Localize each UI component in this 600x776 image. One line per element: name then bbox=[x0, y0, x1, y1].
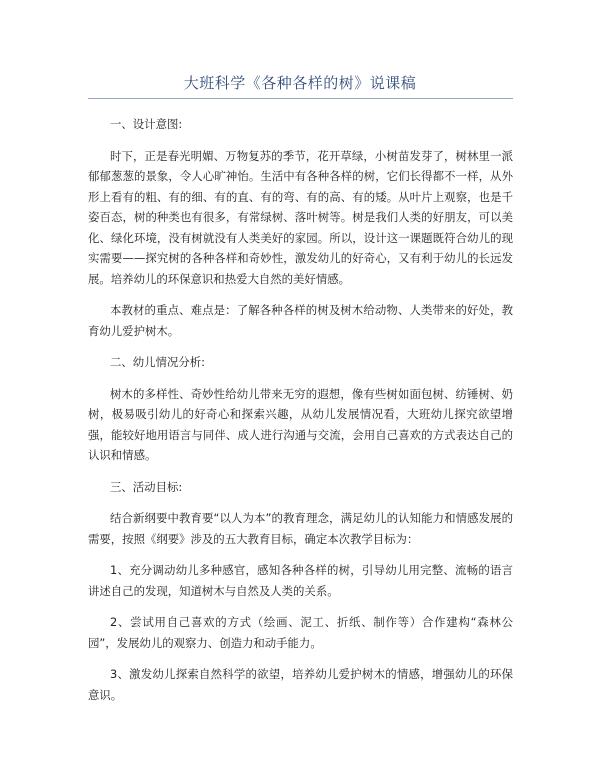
paragraph-goals-intro: 结合新纲要中教育要“以人为本”的教育理念，满足幼儿的认知能力和情感发展的需要，按照《纲要》涉及的五大教育目标，确定本次教学目标为： bbox=[88, 511, 513, 546]
document-title: 大班科学《各种各样的树》说课稿 bbox=[183, 74, 417, 92]
section-heading-activity-goals: 三、活动目标: bbox=[110, 479, 183, 494]
paragraph-goal-3: 3、激发幼儿探索自然科学的欲望，培养幼儿爱护树木的情感，增强幼儿的环保意识。 bbox=[88, 667, 513, 702]
section-heading-design-intent: 一、设计意图: bbox=[110, 117, 183, 131]
document-body bbox=[88, 114, 513, 716]
paragraph-children-analysis: 树木的多样性、奇妙性给幼儿带来无穷的遐想，像有些树如面包树、纺锤树、奶树，极易吸引幼儿的好奇心和探索兴趣，从幼儿发展情况看，大班幼儿探究欲望增强，能较好地用语言与同伴、成人进行沟通与交流，会用自己喜欢的方式表达自己的认识和情感。 bbox=[88, 386, 513, 462]
title-underline bbox=[88, 98, 513, 99]
paragraph-goal-1: 1、充分调动幼儿多种感官，感知各种各样的树，引导幼儿用完整、流畅的语言讲述自己的发现，知道树木与自然及人类的关系。 bbox=[88, 563, 513, 598]
paragraph-design-intent: 时下，正是春光明媚、万物复苏的季节，花开草绿，小树苗发芽了，树林里一派郁郁葱葱的景象，令人心旷神怡。生活中有各种各样的树，它们长得都不一样，从外形上看有的粗、有的细、有的直、有的弯、有的高、有的矮。从叶片上观察，也是千姿百态，树的种类也有很多，有常绿树、落叶树等。树是我们人类的好朋友，可以美化、绿化环境，没有树就没有人类美好的家园。所以，设计这一课题既符合幼儿的现实需要——探究树的各种各样和奇妙性，激发幼儿的好奇心，又有利于幼儿的长远发展。培养幼儿的环保意识和热爱大自然的美好情感。 bbox=[88, 148, 513, 286]
section-heading-children-analysis: 二、幼儿情况分析: bbox=[110, 355, 205, 369]
paragraph-goal-2: 2、尝试用自己喜欢的方式（绘画、泥工、折纸、制作等）合作建构“森林公园”，发展幼儿的观察力、创造力和动手能力。 bbox=[88, 615, 513, 650]
paragraph-key-points: 本教材的重点、难点是：了解各种各样的树及树木给动物、人类带来的好处，教育幼儿爱护树木。 bbox=[88, 303, 513, 338]
